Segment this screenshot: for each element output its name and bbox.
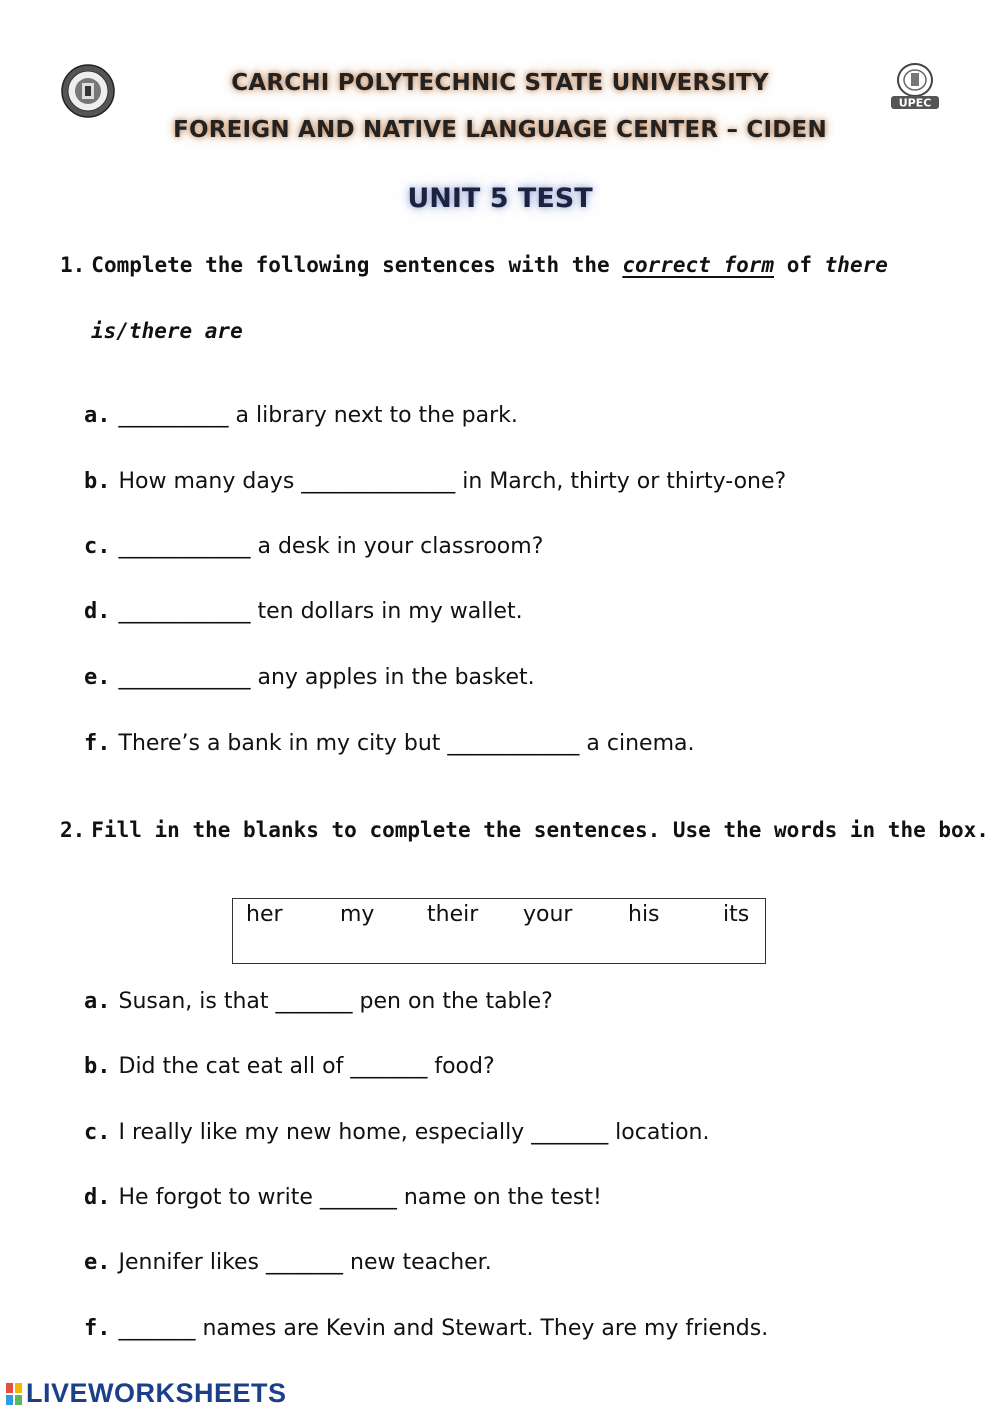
item-letter: c. <box>84 534 111 559</box>
item-letter: e. <box>84 665 111 690</box>
item-text: Jennifer likes _______ new teacher. <box>118 1250 492 1275</box>
word-her: her <box>246 902 283 927</box>
item-letter: a. <box>84 989 111 1014</box>
word-their: their <box>427 902 479 927</box>
liveworksheets-logo-icon <box>6 1383 22 1405</box>
liveworksheets-text: LIVEWORKSHEETS <box>26 1378 287 1408</box>
item-text: Did the cat eat all of _______ food? <box>118 1054 495 1079</box>
word-his: his <box>628 902 660 927</box>
question-1-underlined: correct form <box>622 253 775 277</box>
item-text: ____________ a desk in your classroom? <box>118 534 544 559</box>
question-1-number: 1. <box>60 253 86 277</box>
item-letter: d. <box>84 599 111 624</box>
upec-logo-text: UPEC <box>898 96 932 110</box>
item-letter: f. <box>84 731 111 756</box>
logo-square-green <box>15 1395 22 1405</box>
item-text: ____________ any apples in the basket. <box>118 665 535 690</box>
question-2-number: 2. <box>60 818 86 842</box>
university-name: CARCHI POLYTECHNIC STATE UNIVERSITY <box>231 70 769 96</box>
word-its: its <box>723 902 750 927</box>
question-1-instruction-line2 <box>91 319 243 343</box>
q1-item-b[interactable] <box>84 469 786 494</box>
q2-item-e[interactable] <box>84 1250 492 1275</box>
word-box <box>232 898 766 964</box>
q2-item-d[interactable] <box>84 1185 602 1210</box>
question-2-instruction <box>60 818 989 842</box>
q1-item-c[interactable] <box>84 534 543 559</box>
item-text: How many days ______________ in March, thirty or thirty-one? <box>118 469 787 494</box>
word-your: your <box>523 902 573 927</box>
language-center-name: FOREIGN AND NATIVE LANGUAGE CENTER – CIDEN <box>173 117 827 143</box>
question-1-instruction <box>60 253 888 277</box>
question-1-text-middle: of <box>786 253 812 277</box>
item-letter: d. <box>84 1185 111 1210</box>
item-text: I really like my new home, especially _______ location. <box>118 1120 710 1145</box>
question-1-line2: is/there are <box>91 319 243 343</box>
liveworksheets-brand[interactable] <box>6 1378 287 1409</box>
item-text: Susan, is that _______ pen on the table? <box>118 989 553 1014</box>
test-title: UNIT 5 TEST <box>407 183 593 214</box>
q1-item-f[interactable] <box>84 731 695 756</box>
q2-item-c[interactable] <box>84 1120 709 1145</box>
q1-item-d[interactable] <box>84 599 523 624</box>
item-letter: e. <box>84 1250 111 1275</box>
logo-square-red <box>6 1383 13 1393</box>
q2-item-a[interactable] <box>84 989 553 1014</box>
item-letter: a. <box>84 403 111 428</box>
q2-item-b[interactable] <box>84 1054 495 1079</box>
q1-item-e[interactable] <box>84 665 535 690</box>
item-text: __________ a library next to the park. <box>118 403 518 428</box>
item-text: There’s a bank in my city but ____________ a cinema. <box>118 731 695 756</box>
item-letter: f. <box>84 1316 111 1341</box>
logo-square-blue <box>6 1395 13 1405</box>
item-text: He forgot to write _______ name on the test! <box>118 1185 602 1210</box>
item-text: _______ names are Kevin and Stewart. They are my friends. <box>118 1316 769 1341</box>
question-1-italic-word: there <box>824 253 888 277</box>
q2-item-f[interactable] <box>84 1316 768 1341</box>
item-letter: b. <box>84 469 111 494</box>
q1-item-a[interactable] <box>84 403 518 428</box>
item-text: ____________ ten dollars in my wallet. <box>118 599 523 624</box>
question-1-text-before: Complete the following sentences with the <box>91 253 610 277</box>
item-letter: b. <box>84 1054 111 1079</box>
word-my: my <box>340 902 375 927</box>
logo-square-yellow <box>15 1383 22 1393</box>
item-letter: c. <box>84 1120 111 1145</box>
question-2-text: Fill in the blanks to complete the sentences. Use the words in the box. <box>91 818 989 842</box>
